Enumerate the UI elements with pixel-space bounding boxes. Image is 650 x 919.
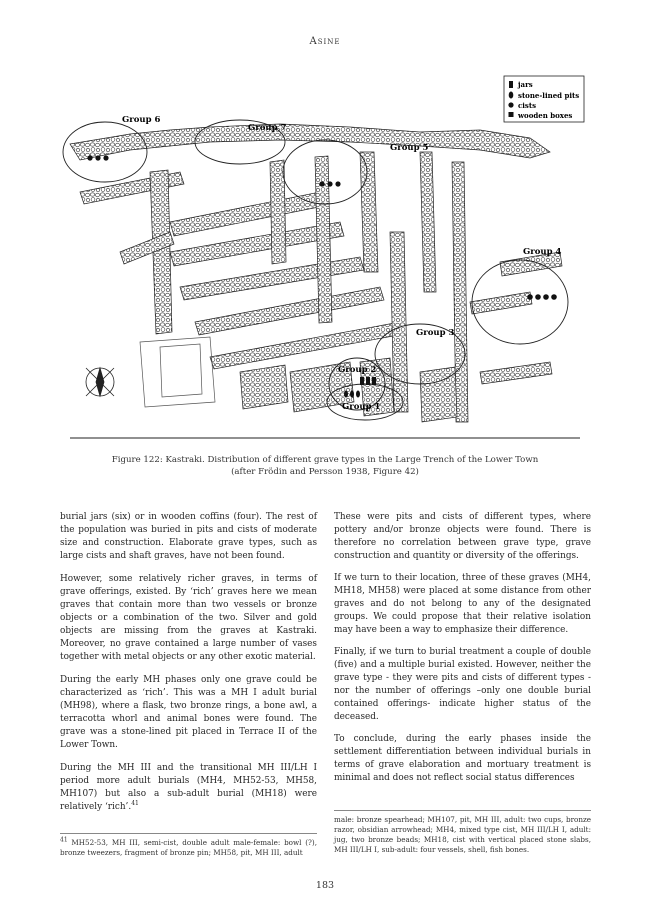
right-paragraph-1: These were pits and cists of different types, where pottery and/or bronze objects were found. There is therefore no correlation between grave type, grave construction and quantity or diversity of the offerings. bbox=[334, 512, 591, 561]
north-arrow-icon bbox=[86, 368, 114, 396]
group-2-label: Group 2 bbox=[338, 365, 377, 375]
grave-symbols-group-6 bbox=[87, 155, 108, 160]
running-head: Asine bbox=[309, 36, 341, 47]
jar-symbol-icon bbox=[509, 81, 513, 88]
caption-line-1: Figure 122: Kastraki. Distribution of different grave types in the Large Trench of the Lower Town bbox=[111, 455, 539, 465]
figure-caption bbox=[60, 454, 590, 478]
grave-symbols-group-5 bbox=[319, 181, 340, 186]
excavation-walls bbox=[70, 124, 562, 422]
left-paragraph-4 bbox=[60, 762, 317, 814]
footnote-41-text: MH52-53, MH III, semi-cist, double adult male-female: bowl (?), bronze tweezers, fragment of bronze pin; MH58, pit, MH III, adult bbox=[60, 838, 317, 857]
faint-structure-outline bbox=[140, 337, 215, 407]
right-paragraph-4: To conclude, during the early phases inside the settlement differentiation between individual burials in terms of grave elaboration and mortuary treatment is minimal and does not reflect social status differences bbox=[334, 734, 591, 783]
legend-cists: cists bbox=[518, 101, 537, 110]
legend-pits: stone-lined pits bbox=[518, 91, 580, 100]
group-4-label: Group 4 bbox=[523, 247, 562, 257]
footnote-41-continued: male: bronze spearhead; MH107, pit, MH III, adult: two cups, bronze razor, obsidian arrowhead; MH4, mixed type cist, MH III/LH I, adult: jug, two bronze beads; MH18, cist with vertical placed stone slabs, MH III/LH I, sub-adult: four vessels, shell, fish bones. bbox=[334, 810, 591, 855]
left-paragraph-2: However, some relatively richer graves, in terms of grave offerings, existed. By ‘rich’ graves here we mean graves that contain more than two vessels or bronze objects or a combination of the two. Silver and gold objects are missing from the graves at Kastraki. Moreover, no grave contained a large number of vases together with metal objects or any other exotic material. bbox=[60, 574, 317, 662]
legend-boxes: wooden boxes bbox=[518, 111, 573, 120]
pit-symbol-icon bbox=[509, 92, 514, 99]
box-symbol-icon bbox=[509, 112, 514, 117]
group-5-label: Group 5 bbox=[390, 143, 429, 153]
right-paragraph-3: Finally, if we turn to burial treatment a couple of double (five) and a multiple burial existed. However, neither the grave type - they were pits and cists of different types - nor the number of offerings –only one double burial contained offerings- indicate higher status of the deceased. bbox=[334, 647, 591, 722]
footnote-ref-41[interactable]: 41 bbox=[131, 800, 139, 808]
right-column bbox=[334, 511, 591, 794]
left-paragraph-1: burial jars (six) or in wooden coffins (four). The rest of the population was buried in pits and cists of moderate size and construction. Elaborate grave types, such as large cists and shaft graves, have not been found. bbox=[60, 512, 317, 561]
site-plan-figure bbox=[60, 72, 590, 452]
legend-jars: jars bbox=[518, 80, 533, 89]
page-number: 183 bbox=[315, 880, 335, 891]
cist-symbol-icon bbox=[508, 102, 513, 107]
group-7-label: Group 7 bbox=[248, 123, 287, 133]
left-paragraph-4-text: During the MH III and the transitional MH III/LH I period more adult burials (MH4, MH52-53, MH58, MH107) but also a sub-adult burial (MH18) were relatively ‘rich’. bbox=[60, 763, 317, 812]
left-column bbox=[60, 511, 317, 824]
figure-legend bbox=[504, 76, 584, 122]
left-paragraph-3: During the early MH phases only one grave could be characterized as ‘rich’. This was a MH I adult burial (MH98), where a flask, two bronze rings, a bone awl, a terracotta whorl and animal bones were found. The grave was a stone-lined pit placed in Terrace II of the Lower Town. bbox=[60, 675, 317, 750]
grave-symbols-group-4 bbox=[527, 294, 557, 300]
group-3-label: Group 3 bbox=[416, 328, 455, 338]
group-6-label: Group 6 bbox=[122, 115, 161, 125]
footnote-41 bbox=[60, 833, 317, 858]
right-paragraph-2: If we turn to their location, three of these graves (MH4, MH18, MH58) were placed at some distance from other graves and do not belong to any of the designated groups. We could propose that their relative isolation may have been a way to emphasize their difference. bbox=[334, 573, 591, 635]
group-1-label: Group 1 bbox=[342, 402, 381, 412]
caption-line-2: (after Frödin and Persson 1938, Figure 42) bbox=[231, 467, 419, 477]
footnote-number: 41 bbox=[60, 836, 68, 844]
